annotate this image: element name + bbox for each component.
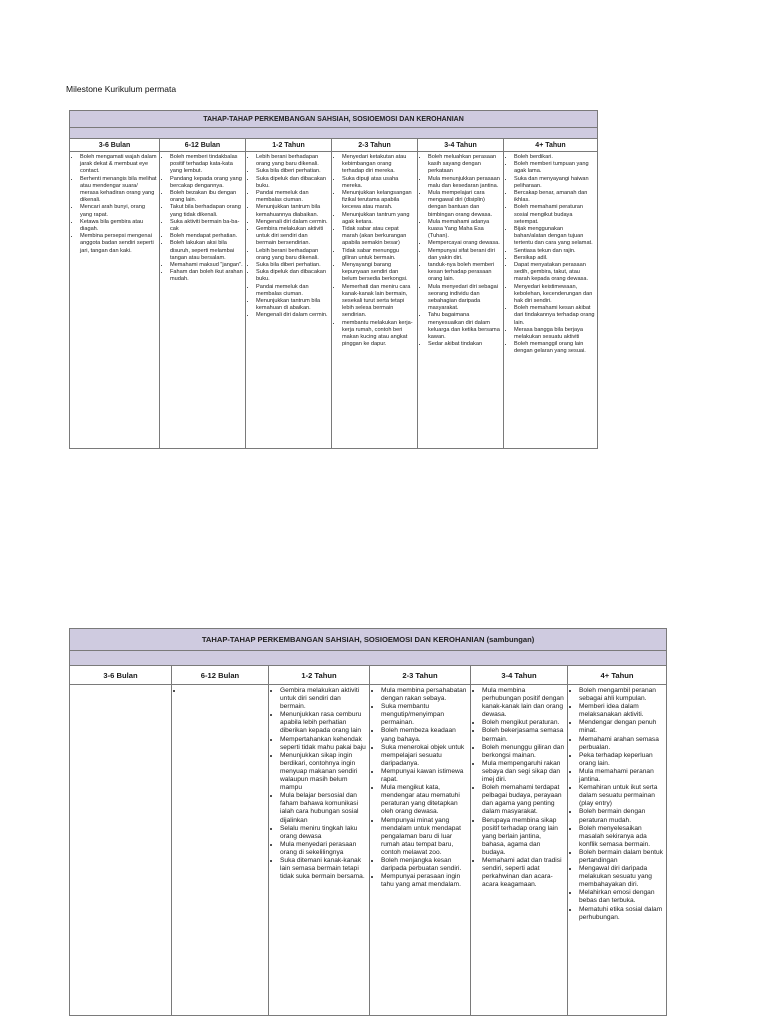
milestone-item: • tanduk-nya boleh memberi kesan terhadap perasaan orang lain. <box>428 262 501 284</box>
milestone-item: • Suka bila diberi perhatian. <box>256 168 329 175</box>
milestone-item: • Suka aktiviti bermain ba-ba-cak <box>170 219 243 233</box>
milestone-item: • Mula menunjukkan perasaan malu dan kesedaran jantina. <box>428 176 501 190</box>
milestone-list <box>170 154 243 284</box>
milestone-list <box>482 687 565 889</box>
document-caption: Milestone Kurikulum permata <box>66 84 177 94</box>
milestone-item: • Mula mempelajari cara mengawal diri (disiplin) dengan bantuan dan bimbingan orang dewasa. <box>428 190 501 219</box>
milestone-cell <box>172 685 269 1016</box>
milestone-table-1 <box>69 110 598 449</box>
column-header: 6-12 Bulan <box>160 139 246 152</box>
milestone-item: • Mematuhi etika sosial dalam perhubungan. <box>579 906 664 922</box>
milestone-item: • Boleh mendapat perhatian. <box>170 233 243 240</box>
milestone-item: • Pandai memeluk dan membalas ciuman. <box>256 284 329 298</box>
milestone-item: • Sedar akibat tindakan <box>428 341 501 348</box>
milestone-list <box>256 154 329 320</box>
table-2-header-row <box>70 666 667 685</box>
milestone-item: • Mula menyedari diri sebagai seorang individu dan sebahagian daripada masyarakat. <box>428 284 501 313</box>
milestone-item: • Boleh meluahkan perasaan kasih sayang dengan perkataan <box>428 154 501 176</box>
milestone-item: • Menyedari ketakutan atau kebimbangan orang terhadap diri mereka. <box>342 154 415 176</box>
milestone-item: • Mempunyai kawan istimewa rapat. <box>381 768 468 784</box>
milestone-cell <box>332 152 418 449</box>
milestone-item <box>183 687 266 695</box>
milestone-cell <box>504 152 598 449</box>
milestone-item: • Tidak sabar atau cepat marah (akan berkurangan apabila semakin besar) <box>342 226 415 248</box>
milestone-item: • Mula belajar bersosial dan faham bahawa komunikasi ialah cara hubungan sosial dijalinkan <box>280 792 367 824</box>
milestone-item: • Dapat menyatakan perasaan sedih, gembira, takut, atau marah kepada orang dewasa. <box>514 262 595 284</box>
milestone-item: • Boleh memahami peraturan sosial mengikut budaya setempat. <box>514 204 595 226</box>
milestone-item: • Boleh mengikut peraturan. <box>482 719 565 727</box>
milestone-item: • Memerhati dan meniru cara kanak-kanak lain bermain, sesekali turut serta tetapi lebih selesa bermain sendirian. <box>342 284 415 320</box>
milestone-item: • Lebih berani berhadapan orang yang baru dikenali. <box>256 154 329 168</box>
milestone-item: • Boleh memberi tindakbalas positif terhadap kata-kata yang lembut. <box>170 154 243 176</box>
table-1-header-row <box>70 139 598 152</box>
milestone-table-2 <box>69 628 667 1016</box>
milestone-item: • Boleh menunggu giliran dan berkongsi mainan. <box>482 744 565 760</box>
milestone-list <box>280 687 367 881</box>
milestone-item: • Menunjukkan tantrum yang agak ketara. <box>342 212 415 226</box>
table-1-title-band <box>70 128 598 139</box>
milestone-item: • Boleh memberi tumpuan yang agak lama. <box>514 161 595 175</box>
milestone-item: • Bersikap adil. <box>514 255 595 262</box>
milestone-item: • Menyedari keistimewaan, kebolehan, kecenderungan dan hak diri sendiri. <box>514 284 595 306</box>
milestone-list <box>342 154 415 348</box>
milestone-cell <box>246 152 332 449</box>
milestone-item: • membantu melakukan kerja-kerja rumah, contoh beri makan kucing atau angkat pinggan ke dapur. <box>342 320 415 349</box>
milestone-item: • Boleh bezakan ibu dengan orang lain. <box>170 190 243 204</box>
milestone-item: • Mula memahami peranan jantina. <box>579 768 664 784</box>
milestone-item: • Suka dan menyayangi haiwan peliharaan. <box>514 176 595 190</box>
milestone-item: • Mencari arah bunyi, orang yang rapat. <box>80 204 157 218</box>
milestone-item: • Boleh memahami kesan akibat dari tindakannya terhadap orang lain. <box>514 305 595 327</box>
table-2-title: TAHAP-TAHAP PERKEMBANGAN SAHSIAH, SOSIOEMOSI DAN KEROHANIAN (sambungan) <box>70 629 667 651</box>
milestone-cell <box>370 685 471 1016</box>
milestone-item: • Melahirkan emosi dengan bebas dan terbuka. <box>579 889 664 905</box>
milestone-item: • Merasa bangga bila berjaya melakukan sesuatu aktiviti <box>514 327 595 341</box>
milestone-item: • Membina persepsi mengenai anggota badan sendiri seperti jari, tangan dan kaki. <box>80 233 157 255</box>
milestone-item: • Suka bila diberi perhatian. <box>256 262 329 269</box>
table-2-title-band <box>70 651 667 666</box>
milestone-item: • Berhenti menangis bila melihat atau mendengar suara/ merasa kehadiran orang yang dikenali. <box>80 176 157 205</box>
milestone-item: • Boleh bermain dalam bentuk pertandingan <box>579 849 664 865</box>
milestone-item: • Boleh bermain dengan peraturan mudah. <box>579 808 664 824</box>
milestone-item: • Mula mengikut kata, mendengar atau mematuhi peraturan yang ditetapkan oleh orang dewasa. <box>381 784 468 816</box>
milestone-item: • Takut bila berhadapan orang yang tidak dikenali. <box>170 204 243 218</box>
column-header: 4+ Tahun <box>504 139 598 152</box>
milestone-item: • Memberi idea dalam melaksanakan aktiviti. <box>579 703 664 719</box>
milestone-item: • Berupaya membina sikap positif terhadap orang lain yang berlain jantina, bahasa, agama dan budaya. <box>482 817 565 857</box>
column-header: 2-3 Tahun <box>370 666 471 685</box>
milestone-item: • Boleh mengambil peranan sebagai ahli kumpulan. <box>579 687 664 703</box>
table-1-body-row <box>70 152 598 449</box>
milestone-item: • Gembira melakukan aktiviti untuk diri sendiri dan bermain bersendirian. <box>256 226 329 248</box>
milestone-item: • Boleh bekerjasama semasa bermain. <box>482 727 565 743</box>
milestone-item: • Pandang kepada orang yang bercakap dengannya. <box>170 176 243 190</box>
milestone-item: • Menunjukkan tantrum bila kemahuannya diabaikan. <box>256 204 329 218</box>
milestone-list <box>80 154 157 255</box>
milestone-item: • Menunjukkan tantrum bila kemahuan di abaikan. <box>256 298 329 312</box>
milestone-cell <box>471 685 568 1016</box>
milestone-list <box>381 687 468 889</box>
milestone-item: • Menyayangi barang kepunyaan sendiri dan belum bersedia berkongsi. <box>342 262 415 284</box>
column-header: 2-3 Tahun <box>332 139 418 152</box>
milestone-item: • Boleh memahami terdapat pelbagai budaya, perayaan dan agama yang penting dalam masyarakat. <box>482 784 565 816</box>
milestone-item: • Suka membantu mengutip/menyimpan permainan. <box>381 703 468 727</box>
milestone-item: • Mempunyai minat yang mendalam untuk mendapat pengalaman baru di luar rumah atau tempat baru, contoh melawat zoo. <box>381 817 468 857</box>
milestone-item: • Mula membina perhubungan positif dengan kanak-kanak lain dan orang dewasa. <box>482 687 565 719</box>
milestone-list <box>579 687 664 922</box>
milestone-list <box>183 687 266 695</box>
milestone-cell <box>269 685 370 1016</box>
milestone-item: • Tidak sabar menunggu giliran untuk bermain. <box>342 248 415 262</box>
column-header: 4+ Tahun <box>568 666 667 685</box>
milestone-item: • Tahu bagaimana menyesuaikan diri dalam keluarga dan ketika bersama kawan. <box>428 312 501 341</box>
milestone-item: • Menunjukkan sikap ingin berdikari, contohnya ingin menyuap makanan sendiri walaupun masih belum mampu <box>280 752 367 792</box>
milestone-item: • Ketawa bila gembira atau diagah. <box>80 219 157 233</box>
milestone-item: • Boleh menjangka kesan daripada perbuatan sendiri. <box>381 857 468 873</box>
milestone-item: • Lebih berani berhadapan orang yang baru dikenali. <box>256 248 329 262</box>
milestone-item: • Menunjukkan kelangsangan fizikal terutama apabila kecewa atau marah. <box>342 190 415 212</box>
milestone-item: • Boleh membeza keadaan yang bahaya. <box>381 727 468 743</box>
milestone-item: • Boleh mengamati wajah dalam jarak dekat & membuat eye contact. <box>80 154 157 176</box>
milestone-item: • Faham dan boleh ikut arahan mudah. <box>170 269 243 283</box>
milestone-item: • Suka dipeluk dan dibacakan buku. <box>256 269 329 283</box>
table-1-title: TAHAP-TAHAP PERKEMBANGAN SAHSIAH, SOSIOEMOSI DAN KEROHANIAN <box>70 111 598 128</box>
column-header: 3-4 Tahun <box>471 666 568 685</box>
column-header: 6-12 Bulan <box>172 666 269 685</box>
milestone-list <box>514 154 595 356</box>
milestone-item: • Mula mempengaruhi rakan sebaya dan segi sikap dan imej diri. <box>482 760 565 784</box>
milestone-item: • Suka dipeluk dan dibacakan buku. <box>256 176 329 190</box>
column-header: 3-4 Tahun <box>418 139 504 152</box>
milestone-cell <box>70 152 160 449</box>
milestone-item: • Memahami maksud "jangan". <box>170 262 243 269</box>
milestone-item: • Mempunyai perasaan ingin tahu yang amat mendalam. <box>381 873 468 889</box>
milestone-item: • Boleh berdikari. <box>514 154 595 161</box>
milestone-item: • Boleh lakukan aksi bila disuruh, seperti melambai tangan atau bersalam. <box>170 240 243 262</box>
milestone-item: • Bercakap benar, amanah dan ikhlas. <box>514 190 595 204</box>
milestone-item: • Mengenali diri dalam cermin. <box>256 219 329 226</box>
column-header: 3-6 Bulan <box>70 666 172 685</box>
milestone-item: • Pandai memeluk dan membalas ciuman. <box>256 190 329 204</box>
column-header: 1-2 Tahun <box>246 139 332 152</box>
milestone-item: • Mula memahami adanya kuasa Yang Maha Esa (Tuhan). <box>428 219 501 241</box>
milestone-cell <box>160 152 246 449</box>
milestone-item: • Menunjukkan rasa cemburu apabila lebih perhatian diberikan kepada orang lain <box>280 711 367 735</box>
milestone-item: • Mula membina persahabatan dengan rakan sebaya. <box>381 687 468 703</box>
milestone-item: • Memahami arahan semasa perbualan. <box>579 736 664 752</box>
milestone-item: • Suka menerokai objek untuk mempelajari sesuatu daripadanya. <box>381 744 468 768</box>
column-header: 1-2 Tahun <box>269 666 370 685</box>
milestone-item: • Suka ditemani kanak-kanak lain semasa bermain tetapi tidak suka bermain bersama. <box>280 857 367 881</box>
milestone-cell <box>70 685 172 1016</box>
milestone-item: • Kemahiran untuk ikut serta dalam sesuatu permainan (play entry) <box>579 784 664 808</box>
milestone-item: • Mula menyedari perasaan orang di sekelilingnya <box>280 841 367 857</box>
column-header: 3-6 Bulan <box>70 139 160 152</box>
milestone-item: • Gembira melakukan aktiviti untuk diri sendiri dan bermain. <box>280 687 367 711</box>
milestone-item: • Boleh menyelesaikan masalah sekiranya ada konflik semasa bermain. <box>579 825 664 849</box>
milestone-item: • Sentiasa tekun dan rajin. <box>514 248 595 255</box>
milestone-list <box>428 154 501 348</box>
milestone-item: • Selalu meniru tingkah laku orang dewasa <box>280 825 367 841</box>
milestone-item: • Mengenali diri dalam cermin. <box>256 312 329 319</box>
milestone-item: • Mengawal diri daripada melakukan sesuatu yang membahayakan diri. <box>579 865 664 889</box>
milestone-item: • Mempunyai sifat berani diri dan yakin diri. <box>428 248 501 262</box>
milestone-item: • Mendengar dengan penuh minat. <box>579 719 664 735</box>
table-2-body-row <box>70 685 667 1016</box>
milestone-item: • Suka dipuji atas usaha mereka. <box>342 176 415 190</box>
milestone-item: • Peka terhadap keperluan orang lain. <box>579 752 664 768</box>
milestone-item: • Bijak menggunakan bahan/alatan dengan tujuan tertentu dan cara yang selamat. <box>514 226 595 248</box>
milestone-cell <box>568 685 667 1016</box>
milestone-item: • Mempertahankan kehendak seperti tidak mahu pakai baju <box>280 736 367 752</box>
milestone-item: • Boleh memanggil orang lain dengan gelaran yang sesuai. <box>514 341 595 355</box>
milestone-item: • Mempercayai orang dewasa. <box>428 240 501 247</box>
milestone-item: • Memahami adat dan tradisi sendiri, seperti adat perkahwinan dan acara-acara keagamaan. <box>482 857 565 889</box>
milestone-cell <box>418 152 504 449</box>
